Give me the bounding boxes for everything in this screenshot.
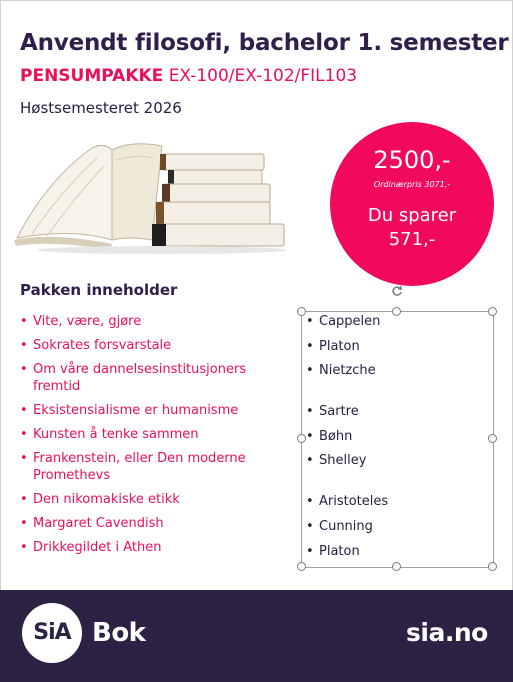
resize-handle-bottom[interactable] xyxy=(392,562,401,571)
resize-handle-bottom-right[interactable] xyxy=(488,562,497,571)
author-item: • Aristoteles xyxy=(306,492,388,517)
package-label: PENSUMPAKKE xyxy=(20,66,164,86)
list-item: • Kunsten å tenke sammen xyxy=(20,426,290,443)
sia-bok-text: Bok xyxy=(92,618,146,648)
author-item: • Shelley xyxy=(306,451,388,476)
list-item: • Vite, være, gjøre xyxy=(20,313,290,330)
resize-handle-top-right[interactable] xyxy=(488,307,497,316)
resize-handle-bottom-left[interactable] xyxy=(297,562,306,571)
package-price: 2500,- xyxy=(373,146,451,174)
list-item: • Drikkegildet i Athen xyxy=(20,539,290,556)
author-item: • Cunning xyxy=(306,517,388,542)
semester-text: Høstsemesteret 2026 xyxy=(20,99,182,117)
rotate-handle-icon[interactable] xyxy=(391,285,403,297)
author-item: • Platon xyxy=(306,337,388,362)
list-item: • Margaret Cavendish xyxy=(20,515,290,532)
list-item: • Om våre dannelsesinstitusjoners fremtid xyxy=(20,361,290,395)
author-item: • Cappelen xyxy=(306,312,388,337)
resize-handle-top[interactable] xyxy=(392,307,401,316)
price-badge xyxy=(330,122,494,286)
ordinary-price: Ordinærpris 3071,- xyxy=(373,180,451,189)
books-image xyxy=(12,140,287,255)
list-item: • Sokrates forsvarstale xyxy=(20,337,290,354)
contents-list xyxy=(20,313,290,563)
sia-logo xyxy=(22,603,82,663)
site-url: sia.no xyxy=(406,618,488,647)
author-item: • Nietzche xyxy=(306,361,388,386)
course-codes: EX-100/EX-102/FIL103 xyxy=(168,66,358,86)
author-item: • Sartre xyxy=(306,402,388,427)
resize-handle-right[interactable] xyxy=(488,434,497,443)
savings-amount: 571,- xyxy=(388,229,436,250)
author-item: • Platon xyxy=(306,542,388,567)
author-list xyxy=(306,312,388,566)
savings-text xyxy=(330,204,494,252)
contents-heading: Pakken inneholder xyxy=(20,281,178,299)
resize-handle-top-left[interactable] xyxy=(297,307,306,316)
list-item: • Eksistensialisme er humanisme xyxy=(20,402,290,419)
list-item: • Den nikomakiske etikk xyxy=(20,491,290,508)
package-subtitle xyxy=(20,66,357,86)
sia-logo-mark: SiA xyxy=(33,620,71,645)
resize-handle-left[interactable] xyxy=(297,434,306,443)
list-item: • Frankenstein, eller Den moderne Promethevs xyxy=(20,450,290,484)
author-item: • Bøhn xyxy=(306,427,388,452)
page-title: Anvendt filosofi, bachelor 1. semester xyxy=(20,30,509,56)
savings-label: Du sparer xyxy=(367,205,457,226)
